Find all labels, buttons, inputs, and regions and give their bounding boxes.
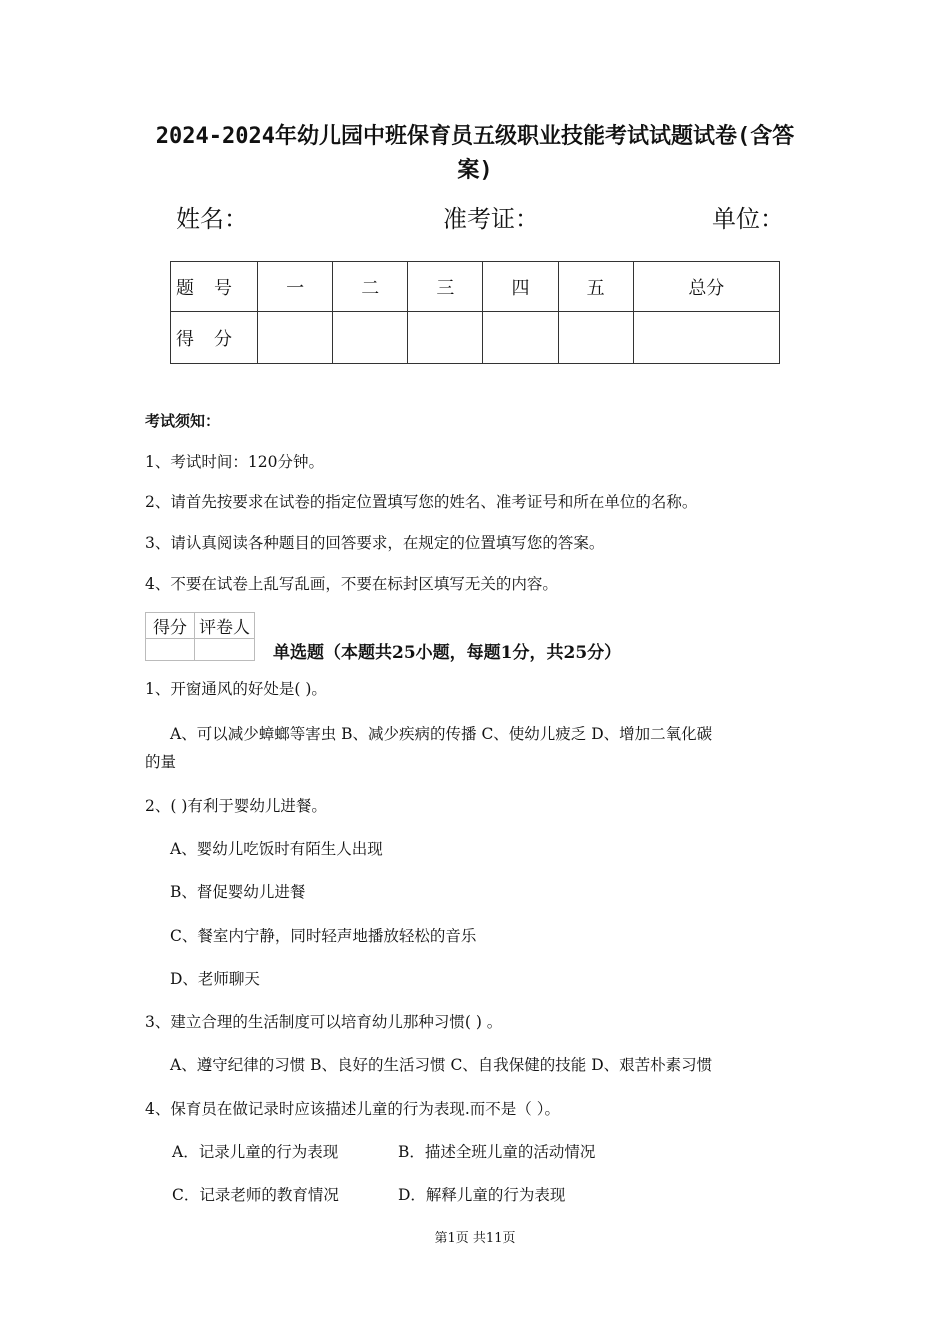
score-cell-1[interactable]	[258, 312, 333, 364]
score-cell-2[interactable]	[333, 312, 408, 364]
score-table-score-label: 得分	[171, 312, 258, 364]
grader-table	[145, 612, 255, 661]
grader-reviewer-cell[interactable]	[195, 639, 255, 661]
question-3-stem: 3、建立合理的生活制度可以培育幼儿那种习惯( ) 。	[145, 1013, 503, 1031]
question-1-options-wrap: 的量	[145, 753, 177, 771]
score-cell-total[interactable]	[633, 312, 779, 364]
score-table-column-5: 五	[558, 262, 633, 312]
question-2-option-b: B、督促婴幼儿进餐	[170, 883, 306, 901]
score-table-column-1: 一	[258, 262, 333, 312]
question-1-options: A、可以减少蟑螂等害虫 B、减少疾病的传播 C、使幼儿疲乏 D、增加二氧化碳	[170, 725, 713, 743]
unit-field-label: 单位：	[712, 205, 784, 233]
exam-title: 2024-2024年幼儿园中班保育员五级职业技能考试试题试卷(含答案)	[155, 124, 795, 183]
note-item: 3、请认真阅读各种题目的回答要求，在规定的位置填写您的答案。	[145, 534, 605, 552]
name-field-label: 姓名：	[176, 205, 248, 233]
question-1-stem: 1、开窗通风的好处是( )。	[145, 680, 327, 698]
note-item: 2、请首先按要求在试卷的指定位置填写您的姓名、准考证号和所在单位的名称。	[145, 493, 698, 511]
question-2-option-d: D、老师聊天	[170, 970, 260, 988]
section-title: 单选题（本题共25小题，每题1分，共25分）	[273, 643, 622, 663]
score-cell-3[interactable]	[408, 312, 483, 364]
score-table-column-2: 二	[333, 262, 408, 312]
grader-reviewer-label: 评卷人	[195, 613, 255, 639]
question-2-option-c: C、餐室内宁静，同时轻声地播放轻松的音乐	[170, 927, 477, 945]
score-cell-4[interactable]	[483, 312, 558, 364]
question-4-option-a: A．记录儿童的行为表现	[172, 1143, 339, 1161]
question-4-stem: 4、保育员在做记录时应该描述儿童的行为表现.而不是（ ）。	[145, 1100, 560, 1118]
score-table	[170, 261, 780, 364]
question-3-options: A、遵守纪律的习惯 B、良好的生活习惯 C、自我保健的技能 D、艰苦朴素习惯	[170, 1056, 713, 1074]
page-footer: 第1页 共11页	[434, 1231, 516, 1246]
question-2-stem: 2、( )有利于婴幼儿进餐。	[145, 797, 327, 815]
score-table-column-3: 三	[408, 262, 483, 312]
score-table-header-label: 题号	[171, 262, 258, 312]
notes-title: 考试须知：	[145, 412, 221, 430]
score-table-column-4: 四	[483, 262, 558, 312]
grader-score-label: 得分	[146, 613, 195, 639]
note-item: 4、不要在试卷上乱写乱画，不要在标封区填写无关的内容。	[145, 575, 558, 593]
exam-id-field-label: 准考证：	[443, 205, 539, 233]
note-item: 1、考试时间：120分钟。	[145, 453, 324, 471]
question-4-option-d: D．解释儿童的行为表现	[398, 1186, 566, 1204]
score-table-column-total: 总分	[633, 262, 779, 312]
grader-score-cell[interactable]	[146, 639, 195, 661]
question-4-option-b: B．描述全班儿童的活动情况	[398, 1143, 596, 1161]
score-cell-5[interactable]	[558, 312, 633, 364]
question-2-option-a: A、婴幼儿吃饭时有陌生人出现	[170, 840, 383, 858]
question-4-option-c: C．记录老师的教育情况	[172, 1186, 339, 1204]
